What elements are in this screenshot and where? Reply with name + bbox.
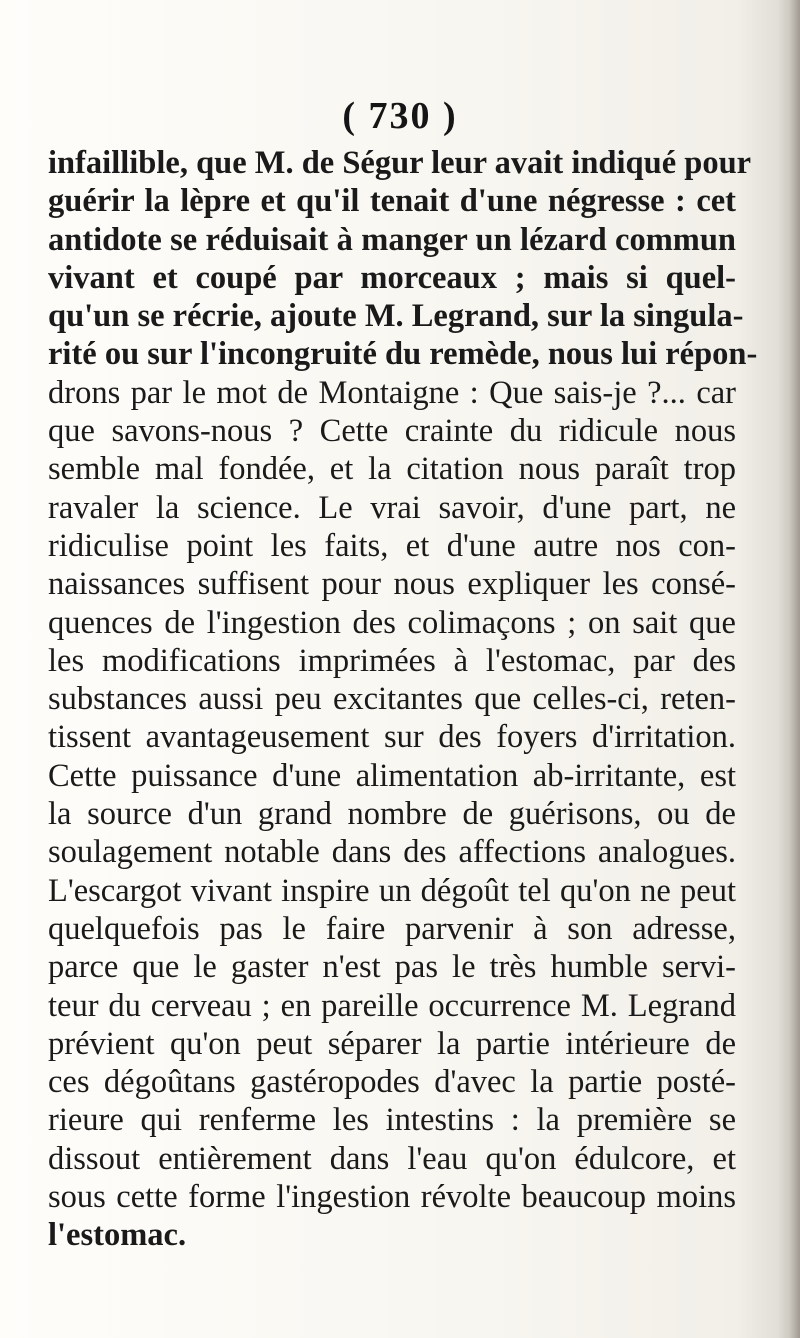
text-line-last: l'estomac. <box>48 1217 187 1254</box>
text-line: Cette puissance d'une alimentation ab-irritante, est <box>48 757 736 794</box>
text-line: ravaler la science. Le vrai savoir, d'une part, ne <box>48 489 736 526</box>
text-line: les modifications imprimées à l'estomac, par des <box>48 642 736 679</box>
text-line: ces dégoûtans gastéropodes d'avec la partie posté- <box>48 1064 736 1101</box>
text-line: rieure qui renferme les intestins : la première se <box>48 1102 736 1139</box>
page-number: ( 730 ) <box>342 95 458 137</box>
text-line: L'escargot vivant inspire un dégoût tel qu'on ne peut <box>48 872 736 909</box>
text-line: antidote se réduisait à manger un lézard commun <box>48 221 736 258</box>
body-text <box>48 144 758 1255</box>
text-line: vivant et coupé par morceaux ; mais si quel- <box>48 259 736 296</box>
text-line: rité ou sur l'incongruité du remède, nous lui répon- <box>48 336 758 373</box>
text-line: quelquefois pas le faire parvenir à son adresse, <box>48 910 736 947</box>
text-line: drons par le mot de Montaigne : Que sais-je ?... car <box>48 374 736 411</box>
text-line: soulagement notable dans des affections analogues. <box>48 834 736 871</box>
text-line: parce que le gaster n'est pas le très humble servi- <box>48 949 736 986</box>
text-line: infaillible, que M. de Ségur leur avait indiqué pour <box>48 145 752 181</box>
text-line: sous cette forme l'ingestion révolte beaucoup moins <box>48 1179 736 1216</box>
text-line: teur du cerveau ; en pareille occurrence M. Legrand <box>48 987 736 1024</box>
text-line: qu'un se récrie, ajoute M. Legrand, sur la singula- <box>48 298 744 335</box>
text-line: semble mal fondée, et la citation nous paraît trop <box>48 451 736 488</box>
text-line: naissances suffisent pour nous expliquer les consé- <box>48 566 736 603</box>
text-line: prévient qu'on peut séparer la partie intérieure de <box>48 1025 736 1062</box>
text-line: la source d'un grand nombre de guérisons, ou de <box>48 796 736 833</box>
text-line: dissout entièrement dans l'eau qu'on édulcore, et <box>48 1140 736 1177</box>
binding-shadow <box>778 0 800 1338</box>
text-line: que savons-nous ? Cette crainte du ridicule nous <box>48 413 736 450</box>
text-line: quences de l'ingestion des colimaçons ; on sait que <box>48 604 736 641</box>
text-line: guérir la lèpre et qu'il tenait d'une négresse : cet <box>48 183 736 220</box>
text-line: tissent avantageusement sur des foyers d'irritation. <box>48 719 736 756</box>
text-line: substances aussi peu excitantes que celles-ci, reten- <box>48 681 736 718</box>
text-line: ridiculise point les faits, et d'une autre nos con- <box>48 527 736 564</box>
